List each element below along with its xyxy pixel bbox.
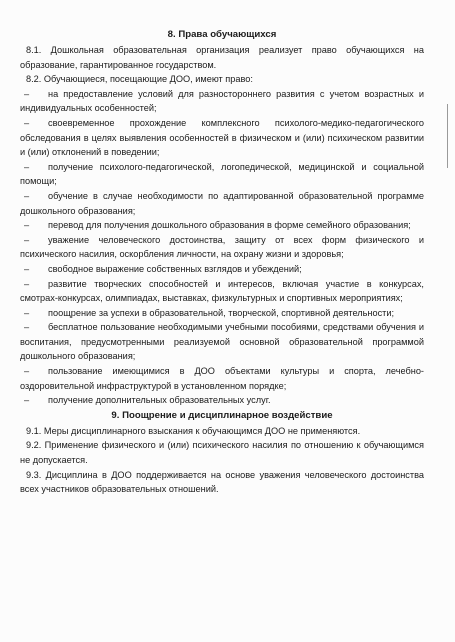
list-dash: – (24, 161, 30, 172)
rights-list-item-text: свободное выражение собственных взглядов и убеждений; (48, 263, 302, 274)
list-dash: – (24, 234, 30, 245)
rights-list-item (20, 277, 424, 306)
rights-list-item (20, 233, 424, 262)
rights-list-item (20, 306, 424, 321)
list-dash: – (24, 395, 30, 406)
rights-list-item (20, 393, 424, 408)
rights-list-item-text: поощрение за успехи в образовательной, творческой, спортивной деятельности; (48, 307, 395, 318)
list-dash: – (24, 220, 30, 231)
rights-list-item-text: пользование имеющимися в ДОО объектами культуры и спорта, лечебно-оздоровительной инфраструктурой в установленном порядке; (20, 366, 424, 391)
rights-list-item-text: перевод для получения дошкольного образования в форме семейного образования; (48, 220, 411, 231)
list-dash: – (24, 278, 30, 289)
section-9-title: 9. Поощрение и дисциплинарное воздействие (111, 409, 333, 421)
rights-list-item-text: уважение человеческого достоинства, защиту от всех форм физического и психического насилия, оскорбления личности, на охрану жизни и здоровья; (20, 234, 424, 260)
rights-list-item-text: своевременное прохождение комплексного психолого-медико-педагогического обследования в целях выявления особенностей в физическом и (или) психическом развитии и (или) отклонений в поведении; (20, 117, 424, 158)
section-8-title: 8. Права обучающихся (167, 29, 277, 40)
document-body (20, 28, 424, 497)
list-dash: – (24, 263, 30, 274)
rights-list-item (20, 189, 424, 218)
rights-list-item-text: бесплатное пользование необходимыми учебными пособиями, средствами обучения и воспитания, предусмотренными реализуемой основной образовательной программой дошкольного образования; (20, 322, 424, 362)
rights-list-item-text: развитие творческих способностей и интересов, включая участие в конкурсах, смотрах-конкурсах, олимпиадах, выставках, физкультурных и спортивных мероприятиях; (20, 278, 424, 304)
rights-list-item-text: обучение в случае необходимости по адаптированной образовательной программе дошкольного образования; (20, 190, 424, 216)
rights-list-item-text: на предоставление условий для разностороннего развития с учетом возрастных и индивидуальных особенностей; (20, 88, 424, 114)
rights-list-item (20, 364, 424, 393)
rights-list-item (20, 87, 424, 116)
list-dash: – (24, 366, 30, 377)
rights-list-item (20, 262, 424, 277)
rights-list-item-text: получение психолого-педагогической, логопедической, медицинской и социальной помощи; (20, 161, 424, 187)
paragraph-9-2: 9.2. Применение физического и (или) психического насилия по отношению к обучающимся не допускается. (20, 440, 424, 466)
paragraph-9-3: 9.3. Дисциплина в ДОО поддерживается на основе уважения человеческого достоинства всех участников образовательных отношений. (20, 469, 424, 495)
list-dash: – (24, 190, 30, 201)
margin-mark (447, 104, 448, 168)
paragraph-8-2: 8.2. Обучающиеся, посещающие ДОО, имеют право: (26, 74, 253, 85)
list-dash: – (24, 322, 30, 333)
list-dash: – (24, 88, 30, 99)
rights-list-item (20, 320, 424, 364)
rights-list-item (20, 160, 424, 189)
rights-list-item (20, 116, 424, 160)
paragraph-9-1: 9.1. Меры дисциплинарного взыскания к обучающимся ДОО не применяются. (26, 425, 361, 436)
list-dash: – (24, 307, 30, 318)
paragraph-8-1: 8.1. Дошкольная образовательная организация реализует право обучающихся на образование, гарантированное государством. (20, 45, 424, 70)
rights-list-item (20, 218, 424, 233)
list-dash: – (24, 117, 30, 128)
rights-list-item-text: получение дополнительных образовательных услуг. (48, 395, 271, 406)
